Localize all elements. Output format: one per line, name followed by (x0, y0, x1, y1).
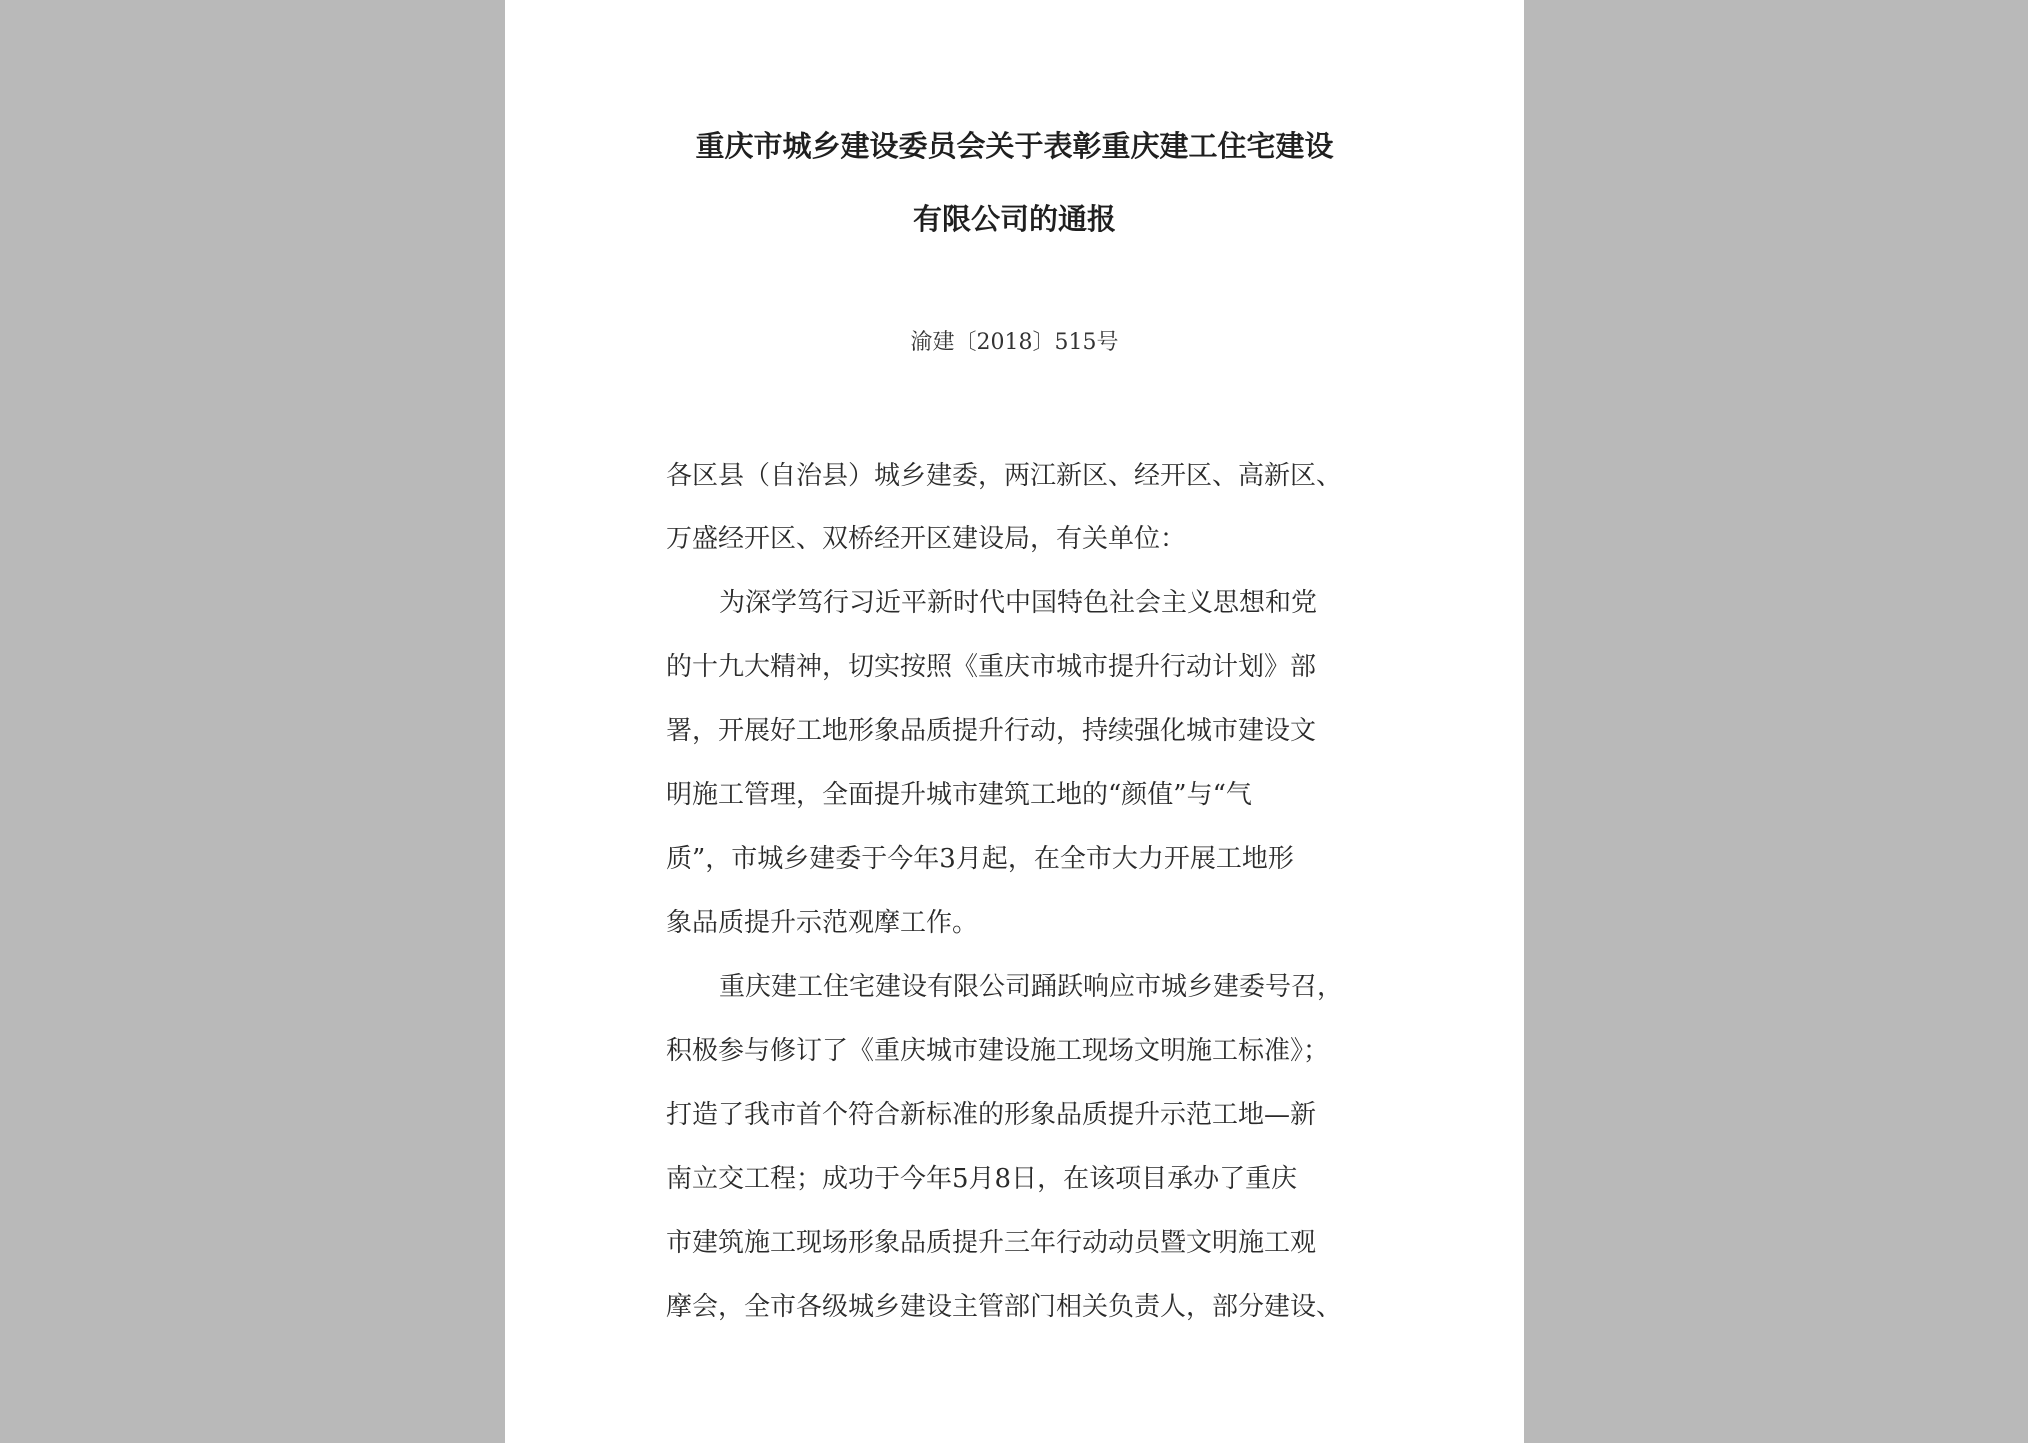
body-line: 南立交工程；成功于今年5月8日，在该项目承办了重庆 (666, 1164, 1298, 1194)
body-line: 的十九大精神，切实按照《重庆市城市提升行动计划》部 (666, 652, 1317, 682)
document-number: 渝建〔2018〕515号 (910, 330, 1119, 355)
document-title-line-1: 重庆市城乡建设委员会关于表彰重庆建工住宅建设 (695, 129, 1334, 163)
body-line: 为深学笃行习近平新时代中国特色社会主义思想和党 (719, 588, 1318, 618)
body-line: 重庆建工住宅建设有限公司踊跃响应市城乡建委号召， (719, 972, 1344, 1002)
body-line: 各区县（自治县）城乡建委，两江新区、经开区、高新区、 (666, 461, 1343, 491)
body-line: 明施工管理，全面提升城市建筑工地的“颜值”与“气 (666, 780, 1252, 810)
body-line: 质”，市城乡建委于今年3月起，在全市大力开展工地形 (666, 844, 1294, 874)
body-line: 万盛经开区、双桥经开区建设局，有关单位： (666, 524, 1187, 554)
body-line: 打造了我市首个符合新标准的形象品质提升示范工地—新 (666, 1100, 1317, 1130)
body-line: 象品质提升示范观摩工作。 (666, 908, 979, 938)
body-line: 市建筑施工现场形象品质提升三年行动动员暨文明施工观 (666, 1228, 1317, 1258)
body-line: 积极参与修订了《重庆城市建设施工现场文明施工标准》； (666, 1036, 1330, 1066)
body-line: 摩会，全市各级城乡建设主管部门相关负责人，部分建设、 (666, 1292, 1343, 1322)
body-line: 署，开展好工地形象品质提升行动，持续强化城市建设文 (666, 716, 1317, 746)
document-title-line-2: 有限公司的通报 (912, 202, 1116, 236)
document-page (505, 0, 1524, 1443)
